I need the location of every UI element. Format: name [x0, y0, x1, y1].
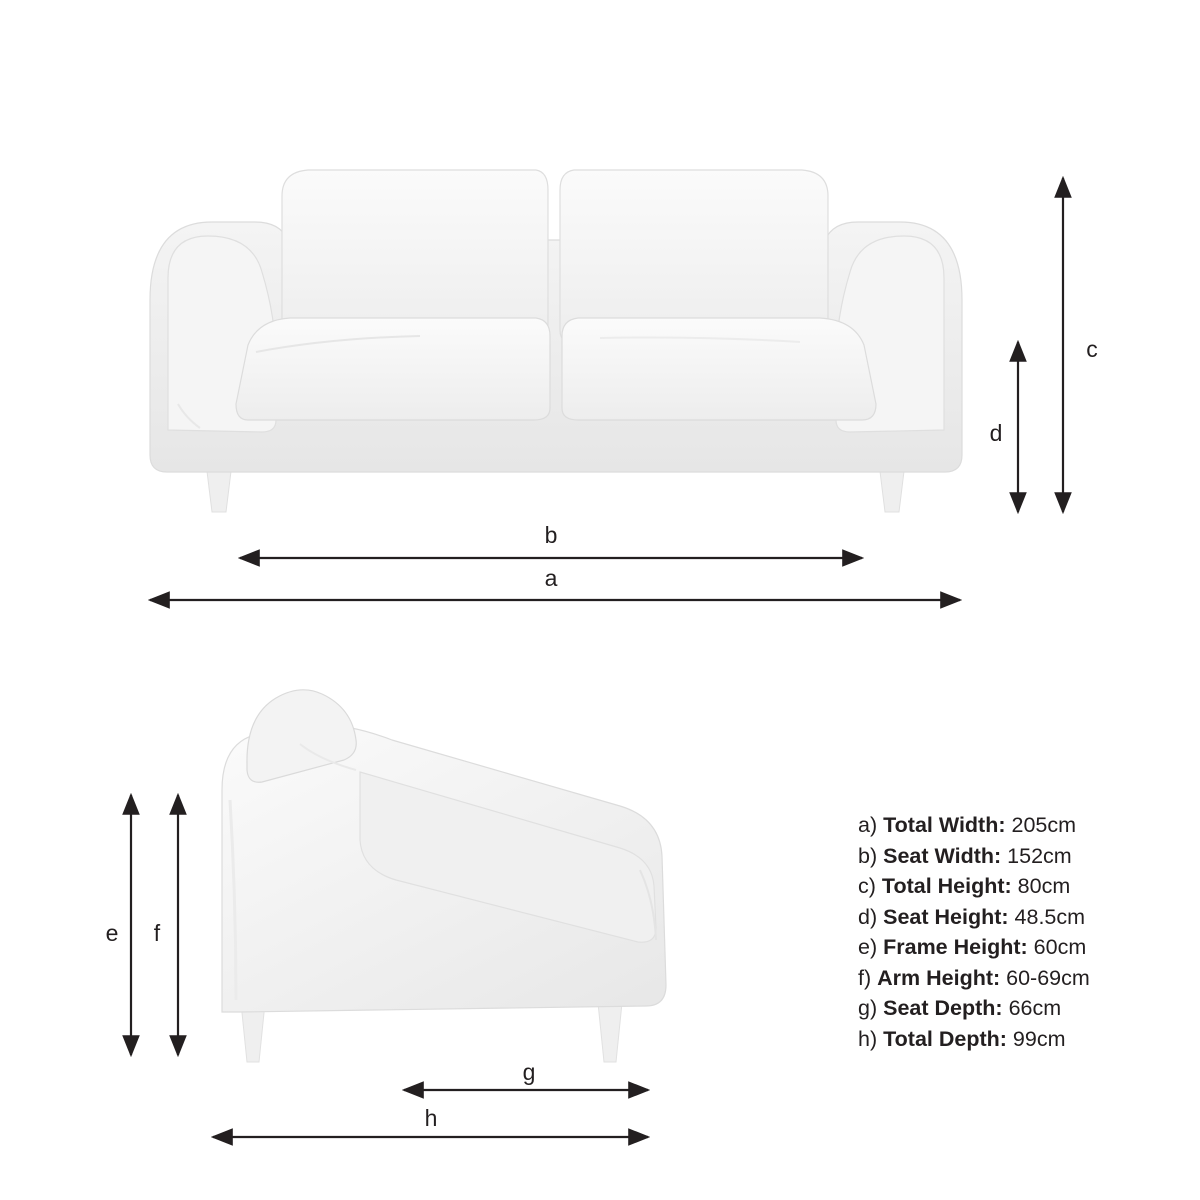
spec-key-c: c)	[858, 874, 876, 898]
spec-row-b	[858, 841, 1188, 872]
spec-name-h: Total Depth:	[883, 1026, 1007, 1051]
side-view	[106, 690, 666, 1137]
dimension-label-h: h	[424, 1105, 438, 1131]
spec-name-d: Seat Height:	[883, 904, 1009, 929]
spec-value-f: 60-69cm	[1006, 965, 1090, 990]
front-seat-cushion-right	[562, 318, 876, 420]
spec-key-f: f)	[858, 965, 872, 990]
dimension-g	[404, 1059, 648, 1090]
dimension-d	[990, 342, 1018, 512]
spec-key-a: a)	[858, 813, 878, 837]
spec-value-c: 80cm	[1017, 874, 1071, 898]
spec-key-e: e)	[858, 935, 878, 959]
dimension-c	[1063, 178, 1098, 512]
spec-key-d: d)	[858, 904, 878, 929]
spec-name-a: Total Width:	[883, 813, 1006, 837]
specifications-list	[858, 810, 1188, 1054]
spec-value-d: 48.5cm	[1014, 904, 1086, 929]
dimension-label-g: g	[522, 1059, 536, 1085]
dimension-label-f: f	[153, 920, 161, 946]
spec-name-g: Seat Depth:	[883, 996, 1003, 1020]
spec-key-h: h)	[858, 1026, 878, 1051]
spec-row-h	[858, 1024, 1188, 1055]
spec-name-c: Total Height:	[881, 874, 1012, 898]
spec-value-e: 60cm	[1033, 935, 1087, 959]
spec-value-g: 66cm	[1008, 996, 1062, 1020]
spec-value-b: 152cm	[1007, 843, 1072, 868]
spec-row-c	[858, 871, 1188, 902]
dimension-f	[154, 795, 178, 1055]
dimension-label-b: b	[544, 522, 558, 548]
spec-row-g	[858, 993, 1188, 1024]
dimension-e	[106, 795, 131, 1055]
dimension-label-e: e	[105, 920, 119, 946]
dimension-a	[150, 565, 960, 600]
dimension-label-d: d	[989, 420, 1003, 446]
front-view	[150, 170, 1098, 600]
dimension-label-c: c	[1086, 336, 1098, 362]
spec-row-f	[858, 963, 1188, 994]
dimension-h	[213, 1105, 648, 1137]
spec-value-h: 99cm	[1012, 1026, 1066, 1051]
spec-value-a: 205cm	[1011, 813, 1077, 837]
spec-name-e: Frame Height:	[883, 935, 1028, 959]
spec-key-b: b)	[858, 843, 878, 868]
spec-name-f: Arm Height:	[877, 965, 1001, 990]
spec-name-b: Seat Width:	[883, 843, 1002, 868]
front-seat-cushion-left	[236, 318, 550, 420]
dimension-b	[240, 522, 862, 558]
spec-row-d	[858, 902, 1188, 933]
side-legs	[241, 1003, 622, 1062]
spec-row-e	[858, 932, 1188, 963]
spec-row-a	[858, 810, 1188, 841]
spec-key-g: g)	[858, 996, 878, 1020]
dimension-label-a: a	[544, 565, 558, 591]
